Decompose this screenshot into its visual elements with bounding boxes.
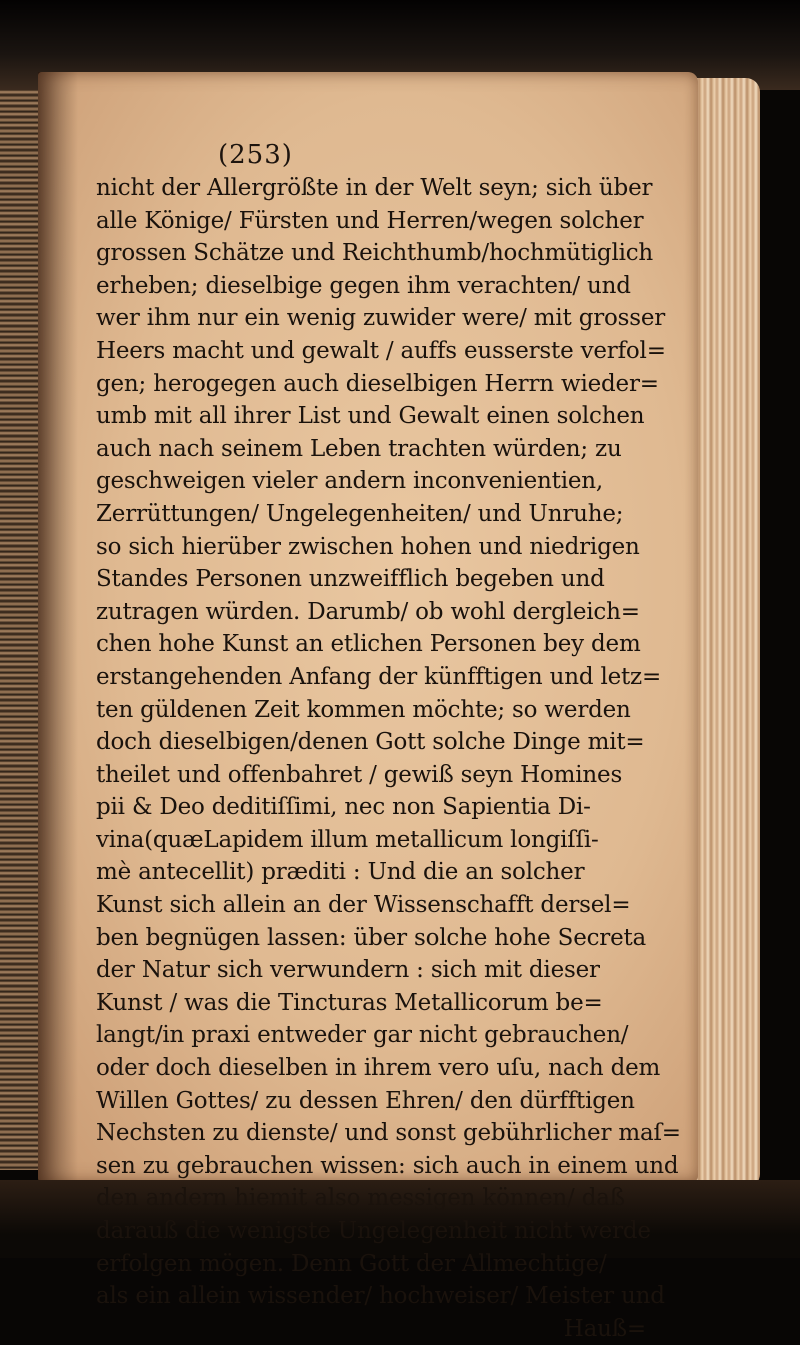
- text-line: grossen Schätze und Reichthumb/hochmütiglich: [96, 240, 654, 267]
- text-line: ten güldenen Zeit kommen möchte; so werden: [96, 696, 631, 723]
- text-line: Nechsten zu dienste/ und sonst gebührlicher maſ=: [96, 1120, 681, 1147]
- text-line: chen hohe Kunst an etlichen Personen bey dem: [96, 631, 641, 658]
- text-line: theilet und offenbahret / gewiß seyn Homines: [96, 761, 623, 788]
- text-line: sen zu gebrauchen wissen: sich auch in einem und: [96, 1152, 679, 1179]
- text-line: pii & Deo deditiſſimi, nec non Sapientia Di-: [96, 794, 591, 821]
- text-line: erheben; dieselbige gegen ihm verachten/ und: [96, 272, 631, 299]
- text-line: oder doch dieselben in ihrem vero uſu, nach dem: [96, 1055, 661, 1082]
- text-line: wer ihm nur ein wenig zuwider were/ mit grosser: [96, 305, 666, 332]
- catchword: Hauß=: [563, 1315, 646, 1342]
- text-line: umb mit all ihrer List und Gewalt einen solchen: [96, 403, 645, 430]
- text-line: erfolgen mögen. Denn Gott der Allmechtige/: [96, 1250, 607, 1277]
- page-fore-edge: [690, 78, 760, 1188]
- text-line: geschweigen vieler andern inconvenientien,: [96, 468, 604, 495]
- text-line: als ein allein wissender/ hochweiser/ Meister und: [96, 1283, 665, 1310]
- text-line: der Natur sich verwundern : sich mit dieser: [96, 957, 600, 984]
- text-line: langt/in praxi entweder gar nicht gebrauchen/: [96, 1022, 629, 1049]
- text-line: so sich hierüber zwischen hohen und niedrigen: [96, 533, 640, 560]
- text-line: gen; herogegen auch dieselbigen Herrn wieder=: [96, 370, 659, 397]
- text-line: darauß die wenigste Ungelegenheit nicht werde: [96, 1218, 651, 1244]
- text-block: [96, 172, 684, 1345]
- text-line: Kunst sich allein an der Wissenschafft dersel=: [96, 892, 631, 919]
- text-line: Zerrüttungen/ Ungelegenheiten/ und Unruhe;: [96, 500, 624, 527]
- text-line: ben begnügen lassen: über solche hohe Secreta: [96, 924, 647, 951]
- text-line: Standes Personen unzweifflich begeben und: [96, 566, 605, 593]
- text-line: nicht der Allergrößte in der Welt seyn; sich über: [96, 175, 653, 201]
- book-gutter: [0, 90, 42, 1170]
- text-line: Willen Gottes/ zu dessen Ehren/ den dürfftigen: [96, 1087, 635, 1114]
- text-line: doch dieselbigen/denen Gott solche Dinge mit=: [96, 729, 645, 756]
- page-number: (253): [218, 140, 293, 170]
- text-line: Kunst / was die Tincturas Metallicorum be=: [96, 989, 603, 1016]
- text-line: alle Könige/ Fürsten und Herren/wegen solcher: [96, 207, 644, 234]
- text-line: Heers macht und gewalt / auffs eusserste verfol=: [96, 337, 666, 364]
- text-line: auch nach seinem Leben trachten würden; zu: [96, 435, 622, 462]
- text-line: erstangehenden Anfang der künfftigen und letz=: [96, 663, 662, 690]
- text-line: zutragen würden. Darumb/ ob wohl dergleich=: [96, 598, 640, 625]
- text-line: den andern hiemit also messigen können/ daß: [96, 1185, 625, 1212]
- text-line: mè antecellit) præditi : Und die an solcher: [96, 859, 585, 886]
- gutter-shadow: [38, 72, 78, 1182]
- text-line: vina(quæLapidem illum metallicum longiſſi-: [96, 826, 599, 853]
